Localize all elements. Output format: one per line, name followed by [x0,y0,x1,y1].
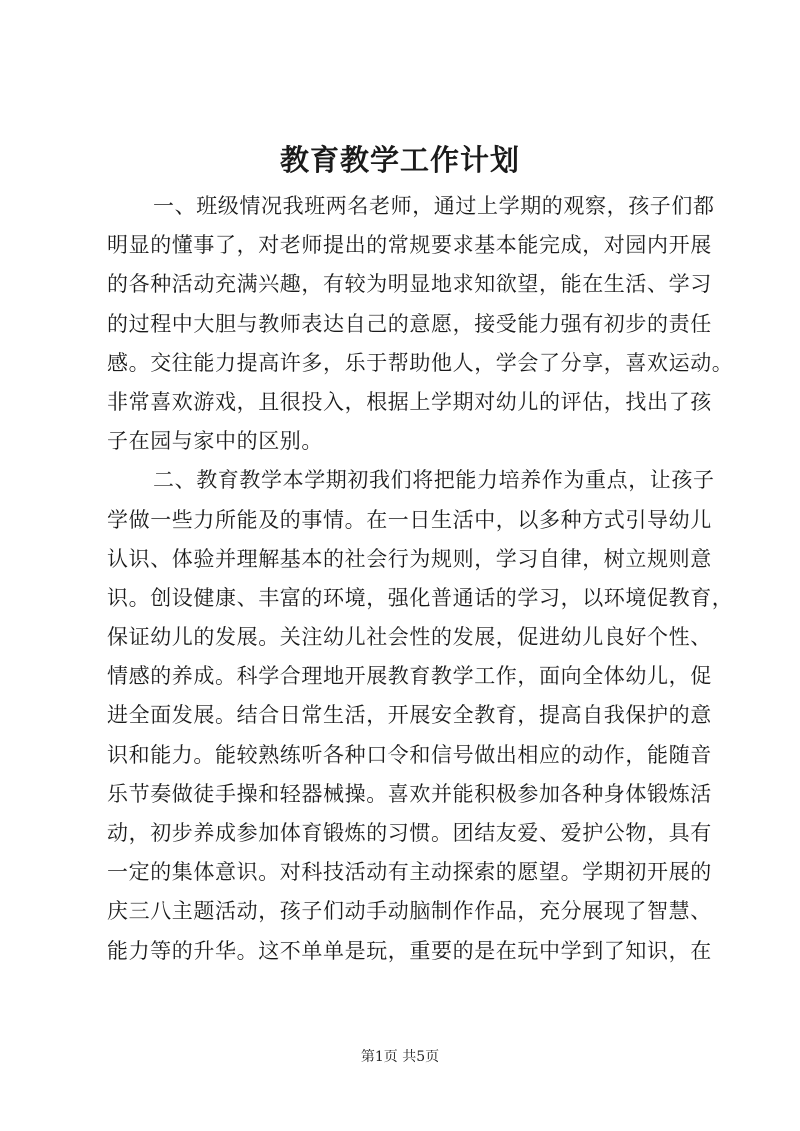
document-title: 教育教学工作计划 [279,143,520,177]
text-line: 一、班级情况我班两名老师，通过上学期的观察，孩子们都 [153,194,715,218]
text-line: 能力等的升华。这不单单是玩，重要的是在玩中学到了知识，在 [107,938,712,963]
text-line: 庆三八主题活动，孩子们动手动脑制作作品，充分展现了智慧、 [107,899,712,924]
text-line: 学做一些力所能及的事情。在一日生活中，以多种方式引导幼儿 [107,507,712,532]
text-line: 的过程中大胆与教师表达自己的意愿，接受能力强有初步的责任 [107,311,712,336]
text-line: 感。交往能力提高许多，乐于帮助他人，学会了分享，喜欢运动。 [107,350,734,375]
text-line: 保证幼儿的发展。关注幼儿社会性的发展，促进幼儿良好个性、 [107,625,712,650]
text-line: 识。创设健康、丰富的环境，强化普通话的学习，以环境促教育， [107,585,734,610]
text-line: 动，初步养成参加体育锻炼的习惯。团结友爱、爱护公物，具有 [107,821,712,845]
text-line: 进全面发展。结合日常生活，开展安全教育，提高自我保护的意 [107,703,712,728]
text-line: 非常喜欢游戏，且很投入，根据上学期对幼儿的评估，找出了孩 [107,389,712,414]
text-line: 子在园与家中的区别。 [107,429,323,454]
document-body [107,187,734,971]
text-line: 认识、体验并理解基本的社会行为规则，学习自律，树立规则意 [107,546,712,571]
text-line: 一定的集体意识。对科技活动有主动探索的愿望。学期初开展的 [107,860,712,885]
page-number-footer: 第1页 共5页 [360,1049,440,1065]
text-line: 的各种活动充满兴趣，有较为明显地求知欲望，能在生活、学习 [107,272,712,297]
text-line: 二、教育教学本学期初我们将把能力培养作为重点，让孩子 [153,468,715,493]
text-line: 情感的养成。科学合理地开展教育教学工作，面向全体幼儿，促 [107,664,712,689]
text-line: 识和能力。能较熟练听各种口令和信号做出相应的动作，能随音 [107,742,712,767]
text-line: 乐节奏做徒手操和轻器械操。喜欢并能积极参加各种身体锻炼活 [107,781,712,806]
text-line: 明显的懂事了，对老师提出的常规要求基本能完成，对园内开展 [107,233,712,258]
